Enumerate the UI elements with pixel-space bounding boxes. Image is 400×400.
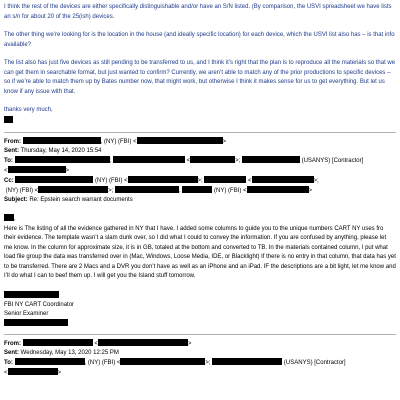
redaction xyxy=(4,214,14,221)
redaction xyxy=(4,116,13,123)
redaction xyxy=(113,156,185,163)
email-1-to: To: ; < >; (USANYS) [Contractor] xyxy=(4,158,364,164)
email-2-to: To: , (NY) (FBI) < >; (USANYS) [Contractor] xyxy=(4,359,346,366)
redaction xyxy=(15,358,85,365)
redaction xyxy=(190,156,235,163)
signature-role: Senior Examiner xyxy=(4,311,49,317)
redaction xyxy=(137,137,223,144)
redaction xyxy=(4,291,59,298)
redaction xyxy=(15,176,93,183)
email-1-body-paragraph: Here is The listing of all the evidence gathered in NY that I have. I added some columns to guide you to the unique numbers CART NY uses fro their evidence. The template wasn’t a slam dunk over, so I did what I could to convey the information. If you are confused by anything, please let me know. In the column for approximate size, it is in GB, totaled at the bottom and converted to TB. In the materials contained column, I put what load file group the data was transferred over in (Mac, Windows, Loose Media, IDE, or Blacklight) If there is no entry in that column, that data has yet to be transferred. There are 2 Macs and a DVR you don’t have as well as an iPhone and an iPad. IF the descriptions are a bit light, let me know and I’ll do what I can to beef them up. I will get you the Island stuff tomorrow. xyxy=(4,225,396,279)
redaction xyxy=(212,358,282,365)
redaction xyxy=(4,319,68,326)
redaction xyxy=(120,358,205,365)
redaction xyxy=(38,186,108,193)
email-1-subject: Subject: Re: Epstein search warrant documents xyxy=(4,197,133,203)
redaction xyxy=(98,339,188,346)
signature-title: FBI NY CART Coordinator xyxy=(4,302,75,308)
redaction xyxy=(204,176,246,183)
redaction xyxy=(252,176,314,183)
reply-paragraph-1: I think the rest of the devices are either specifically distinguishable and/or have an S/N listed. (By comparison, the USVI spreadsheet we have lists an s/n for about 20 of the 25(ish) devices. xyxy=(4,4,392,20)
email-1-salutation: , xyxy=(4,214,396,225)
email-separator xyxy=(4,334,396,335)
reply-signature-redaction xyxy=(4,116,396,127)
email-2-from: From: < > xyxy=(4,340,192,347)
email-2-sent: Sent: Wednesday, May 13, 2020 12:25 PM xyxy=(4,349,119,356)
redaction xyxy=(247,186,309,193)
redaction xyxy=(23,137,101,144)
redaction xyxy=(8,368,58,375)
email-2-header xyxy=(4,339,396,378)
redaction xyxy=(23,339,93,346)
redaction xyxy=(8,166,66,173)
redaction xyxy=(242,156,300,163)
reply-signoff: thanks very much, xyxy=(4,107,53,113)
redaction xyxy=(15,156,110,163)
email-1-signature-name xyxy=(4,291,396,302)
email-1-header xyxy=(4,137,396,205)
email-2-to-line2: < > xyxy=(4,369,62,376)
email-1-to-line2: < > xyxy=(4,168,70,174)
redaction xyxy=(115,186,179,193)
email-1-body xyxy=(4,214,396,282)
redaction xyxy=(128,176,198,183)
email-1-sent: Sent: Thursday, May 14, 2020 15:54 xyxy=(4,148,102,154)
email-separator xyxy=(4,132,396,133)
reply-paragraph-3: The list also has just five devices as still pending to be transferred to us, and I think it’s right that the plan is to reproduce all the materials so that we can get them in searchable format, but just wanted to confirm? Currently, we aren’t able to match any of the prior productions to specific devices – so if we’re able to match them up by Bates number now, that might work, but otherwise I think it makes sense for us to get everything. But let us know if any issue with that. xyxy=(4,60,396,95)
email-1-cc-line2: (NY) (FBI) < >; , (NY) (FBI) < > xyxy=(4,188,313,194)
redaction xyxy=(182,186,212,193)
email-1-cc: Cc: (NY) (FBI) < >; < >; xyxy=(4,178,319,184)
reply-paragraph-2: The other thing we’re looking for is the location in the house (and ideally specific location) for each device, which the USVI list also has – is that info available? xyxy=(4,32,395,48)
signature-redaction xyxy=(4,319,396,330)
email-1-from: From: , (NY) (FBI) < > xyxy=(4,139,227,145)
